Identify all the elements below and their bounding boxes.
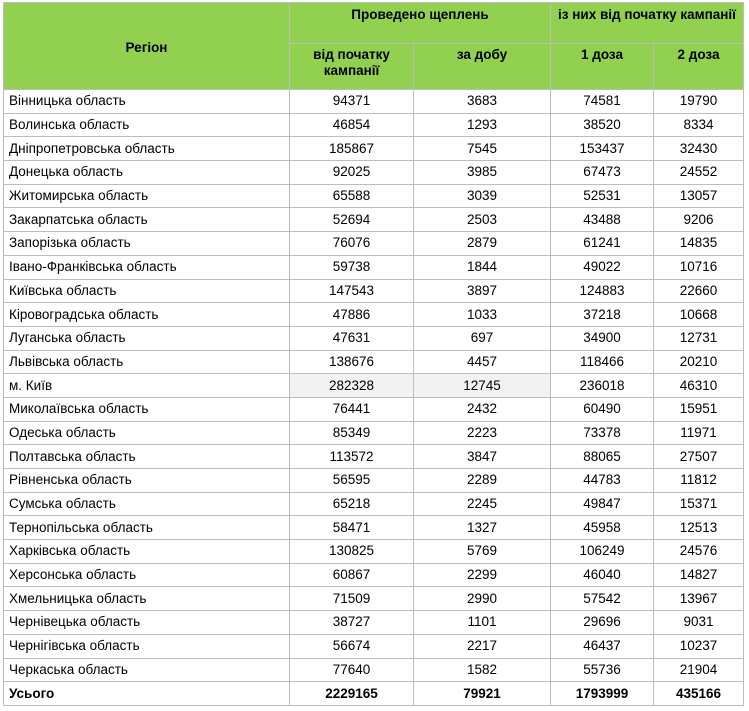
table-row [4,113,744,137]
region-cell: Миколаївська область [4,397,290,421]
dose2-cell: 9206 [654,208,744,232]
total-dose2: 435166 [654,682,744,706]
region-cell: Донецька область [4,161,290,185]
region-cell: м. Київ [4,374,290,398]
dose1-cell: 73378 [551,421,654,445]
dose1-cell: 118466 [551,350,654,374]
dose2-cell: 15371 [654,492,744,516]
dose2-cell: 22660 [654,279,744,303]
per-day-cell: 3039 [414,184,551,208]
table-row [4,421,744,445]
since-start-cell: 130825 [290,540,414,564]
since-start-cell: 282328 [290,374,414,398]
region-cell: Житомирська область [4,184,290,208]
per-day-cell: 1033 [414,303,551,327]
since-start-cell: 147543 [290,279,414,303]
per-day-column-header: за добу [414,44,551,90]
since-start-cell: 71509 [290,587,414,611]
per-day-cell: 1293 [414,113,551,137]
per-day-cell: 2990 [414,587,551,611]
per-day-cell: 4457 [414,350,551,374]
table-row [4,208,744,232]
dose1-cell: 153437 [551,137,654,161]
per-day-cell: 3985 [414,161,551,185]
per-day-cell: 5769 [414,540,551,564]
per-day-cell: 2217 [414,634,551,658]
table-row [4,658,744,682]
since-start-cell: 52694 [290,208,414,232]
dose2-cell: 24552 [654,161,744,185]
table-row [4,137,744,161]
per-day-cell: 2289 [414,469,551,493]
per-day-cell: 1844 [414,255,551,279]
table-row [4,611,744,635]
since-start-cell: 77640 [290,658,414,682]
table-row [4,161,744,185]
per-day-cell: 12745 [414,374,551,398]
per-day-cell: 2879 [414,232,551,256]
region-cell: Одеська область [4,421,290,445]
per-day-cell: 2299 [414,563,551,587]
dose1-cell: 44783 [551,469,654,493]
table-row [4,516,744,540]
dose2-cell: 20210 [654,350,744,374]
since-start-cell: 94371 [290,90,414,114]
per-day-cell: 697 [414,326,551,350]
region-cell: Хмельницька область [4,587,290,611]
region-cell: Кіровоградська область [4,303,290,327]
table-row [4,184,744,208]
per-day-cell: 1582 [414,658,551,682]
dose1-cell: 45958 [551,516,654,540]
table-row [4,326,744,350]
dose2-cell: 12731 [654,326,744,350]
table-row [4,587,744,611]
region-cell: Львівська область [4,350,290,374]
dose1-cell: 29696 [551,611,654,635]
total-label: Усього [4,682,290,706]
region-cell: Рівненська область [4,469,290,493]
dose1-cell: 46437 [551,634,654,658]
dose1-cell: 60490 [551,397,654,421]
since-start-cell: 58471 [290,516,414,540]
dose1-cell: 49022 [551,255,654,279]
table-row [4,469,744,493]
per-day-cell: 1327 [414,516,551,540]
dose1-cell: 43488 [551,208,654,232]
dose2-cell: 15951 [654,397,744,421]
dose2-cell: 21904 [654,658,744,682]
dose2-cell: 11971 [654,421,744,445]
region-column-header: Регіон [4,3,290,90]
dose1-cell: 74581 [551,90,654,114]
table-row [4,303,744,327]
since-start-column-header: від початку кампанії [290,44,414,90]
dose1-cell: 55736 [551,658,654,682]
region-cell: Тернопільська область [4,516,290,540]
dose2-cell: 10668 [654,303,744,327]
dose2-cell: 8334 [654,113,744,137]
dose2-cell: 12513 [654,516,744,540]
since-start-group-header: із них від початку кампанії [551,3,744,44]
dose2-cell: 19790 [654,90,744,114]
since-start-cell: 47631 [290,326,414,350]
table-row [4,445,744,469]
dose2-cell: 14835 [654,232,744,256]
region-cell: Черкаська область [4,658,290,682]
dose1-cell: 49847 [551,492,654,516]
total-per-day: 79921 [414,682,551,706]
dose2-cell: 14827 [654,563,744,587]
dose1-cell: 37218 [551,303,654,327]
dose2-cell: 32430 [654,137,744,161]
table-row [4,397,744,421]
per-day-cell: 2432 [414,397,551,421]
table-row [4,232,744,256]
since-start-cell: 56595 [290,469,414,493]
region-cell: Київська область [4,279,290,303]
per-day-cell: 3683 [414,90,551,114]
table-header [4,3,744,90]
since-start-cell: 113572 [290,445,414,469]
dose1-cell: 88065 [551,445,654,469]
vaccination-table [3,2,744,706]
dose1-cell: 67473 [551,161,654,185]
since-start-cell: 47886 [290,303,414,327]
table-row [4,492,744,516]
region-cell: Закарпатська область [4,208,290,232]
since-start-cell: 138676 [290,350,414,374]
region-cell: Запорізька область [4,232,290,256]
since-start-cell: 59738 [290,255,414,279]
region-cell: Волинська область [4,113,290,137]
since-start-cell: 85349 [290,421,414,445]
per-day-cell: 1101 [414,611,551,635]
since-start-cell: 56674 [290,634,414,658]
dose2-cell: 10716 [654,255,744,279]
dose2-column-header: 2 доза [654,44,744,90]
table-row [4,255,744,279]
table-row [4,563,744,587]
dose2-cell: 11812 [654,469,744,493]
dose1-cell: 61241 [551,232,654,256]
region-cell: Вінницька область [4,90,290,114]
region-cell: Полтавська область [4,445,290,469]
per-day-cell: 2245 [414,492,551,516]
table-row [4,634,744,658]
since-start-cell: 65218 [290,492,414,516]
region-cell: Херсонська область [4,563,290,587]
region-cell: Чернівецька область [4,611,290,635]
since-start-cell: 92025 [290,161,414,185]
table-body [4,90,744,682]
dose1-cell: 52531 [551,184,654,208]
total-since-start: 2229165 [290,682,414,706]
since-start-cell: 46854 [290,113,414,137]
table-footer [4,682,744,706]
since-start-cell: 185867 [290,137,414,161]
dose1-cell: 106249 [551,540,654,564]
vaccinations-done-group-header: Проведено щеплень [290,3,551,44]
since-start-cell: 76441 [290,397,414,421]
since-start-cell: 76076 [290,232,414,256]
per-day-cell: 3847 [414,445,551,469]
dose1-column-header: 1 доза [551,44,654,90]
region-cell: Луганська область [4,326,290,350]
table-row [4,540,744,564]
since-start-cell: 38727 [290,611,414,635]
dose1-cell: 46040 [551,563,654,587]
table-row [4,90,744,114]
table-row [4,279,744,303]
dose2-cell: 24576 [654,540,744,564]
region-cell: Дніпропетровська область [4,137,290,161]
dose2-cell: 13057 [654,184,744,208]
per-day-cell: 7545 [414,137,551,161]
table-row [4,350,744,374]
dose2-cell: 10237 [654,634,744,658]
per-day-cell: 2503 [414,208,551,232]
dose2-cell: 46310 [654,374,744,398]
per-day-cell: 3897 [414,279,551,303]
dose2-cell: 13967 [654,587,744,611]
total-dose1: 1793999 [551,682,654,706]
per-day-cell: 2223 [414,421,551,445]
dose2-cell: 27507 [654,445,744,469]
table-row [4,374,744,398]
dose1-cell: 236018 [551,374,654,398]
region-cell: Харківська область [4,540,290,564]
dose1-cell: 34900 [551,326,654,350]
region-cell: Сумська область [4,492,290,516]
dose1-cell: 38520 [551,113,654,137]
dose1-cell: 57542 [551,587,654,611]
region-cell: Чернігівська область [4,634,290,658]
dose2-cell: 9031 [654,611,744,635]
region-cell: Івано-Франківська область [4,255,290,279]
dose1-cell: 124883 [551,279,654,303]
since-start-cell: 60867 [290,563,414,587]
total-row [4,682,744,706]
since-start-cell: 65588 [290,184,414,208]
